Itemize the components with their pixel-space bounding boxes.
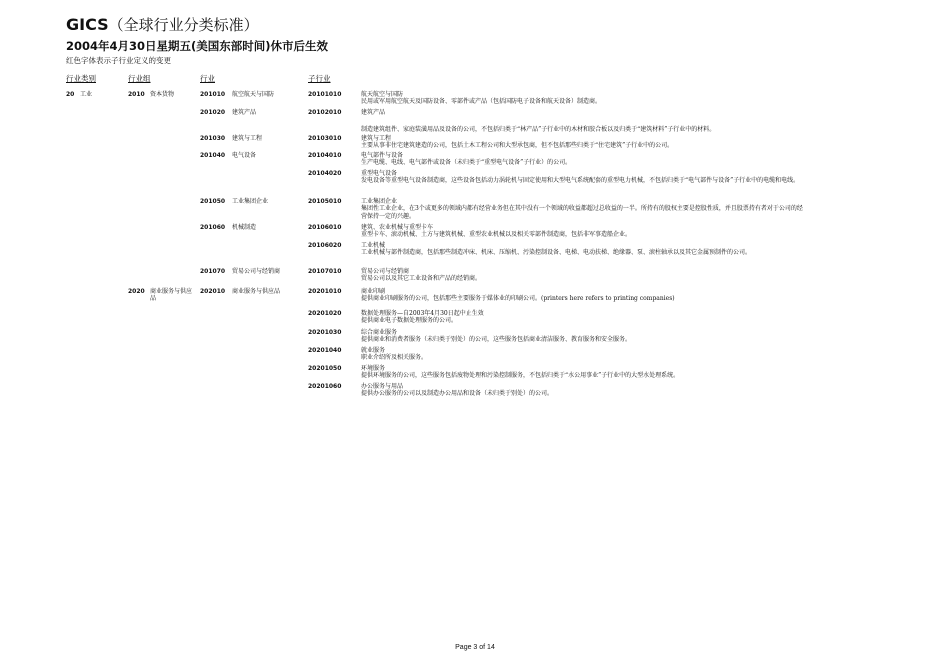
subindustry-code: 20101010 <box>308 91 342 98</box>
header-subindustry: 子行业 <box>308 74 331 83</box>
sector-name: 工业 <box>80 91 93 98</box>
effective-date: 2004年4月30日星期五(美国东部时间)休市后生效 <box>66 39 329 53</box>
subindustry-name: 航天航空与国防 <box>361 91 404 98</box>
industry-code: 201010 <box>200 91 226 98</box>
subindustry-name: 工业机械 <box>361 242 386 249</box>
subindustry-code: 20201040 <box>308 347 342 354</box>
subindustry-cell <box>361 310 807 325</box>
subindustry-code: 20103010 <box>308 135 342 142</box>
subindustry-definition: 提供商业电子数据处理服务的公司。 <box>361 317 458 325</box>
sector-code: 20 <box>66 91 75 98</box>
subindustry-cell <box>361 135 807 150</box>
subindustry-definition: 民用或军用航空航天及国防设备、零部件或产品（包括国防电子设备和航天设备）制造商。 <box>361 98 602 106</box>
subindustry-cell <box>361 224 807 239</box>
subindustry-cell <box>361 109 807 116</box>
industry-code: 201030 <box>200 135 226 142</box>
subindustry-code: 20104020 <box>308 170 342 177</box>
subindustry-cell <box>361 170 807 185</box>
subindustry-code: 20201020 <box>308 310 342 317</box>
subindustry-code: 20201050 <box>308 365 342 372</box>
subindustry-code: 20106020 <box>308 242 342 249</box>
industry-name: 航空航天与国防 <box>232 91 275 98</box>
group-code: 2010 <box>128 91 145 98</box>
header-group: 行业组 <box>128 74 151 83</box>
subindustry-definition: 工业机械与部件制造商，包括那些制造冲床、机床、压缩机、污染控制设备、电梯、电动扶梯、绝缘器、泵、滚柱轴承以及其它金属预制件的公司。 <box>361 249 752 257</box>
group-name: 资本货物 <box>150 91 175 98</box>
subindustry-cell <box>361 152 807 167</box>
subindustry-definition: 贸易公司以及其它工业设备和产品的经销商。 <box>361 275 482 283</box>
subindustry-name: 电气部件与设备 <box>361 152 404 159</box>
header-sector: 行业类别 <box>66 74 96 83</box>
subindustry-definition: 生产电缆、电线、电气部件或设备（未归类于“重型电气设备”子行业）的公司。 <box>361 159 572 167</box>
industry-name: 建筑与工程 <box>232 135 263 142</box>
title-main: GICS <box>66 15 109 34</box>
industry-code: 202010 <box>200 288 226 295</box>
subindustry-definition: 发电设备等重型电气设备制造商，这些设备包括动力涡轮机与固定使用和大型电气系统配套的重型电力机械，不包括归类于“电气部件与设备”子行业中的电缆和电线。 <box>361 177 800 185</box>
subindustry-name: 工业集团企业 <box>361 198 398 205</box>
subindustry-name: 贸易公司与经销商 <box>361 268 410 275</box>
subindustry-name: 就业服务 <box>361 347 386 354</box>
industry-code: 201060 <box>200 224 226 231</box>
page-number: Page 3 of 14 <box>455 644 495 651</box>
subindustry-code: 20201030 <box>308 329 342 336</box>
industry-name: 机械制造 <box>232 224 257 231</box>
industry-name: 贸易公司与经销商 <box>232 268 281 275</box>
industry-code: 201070 <box>200 268 226 275</box>
industry-name: 工业集团企业 <box>232 198 269 205</box>
subindustry-cell <box>361 288 807 303</box>
industry-name: 建筑产品 <box>232 109 257 116</box>
subindustry-name: 商业印刷 <box>361 288 386 295</box>
subindustry-definition: 提供商业和消费者服务（未归类于别处）的公司，这些服务包括商业清洁服务、教育服务和安全服务。 <box>361 336 632 344</box>
subindustry-code: 20102010 <box>308 109 342 116</box>
industry-code: 201020 <box>200 109 226 116</box>
subindustry-code: 20107010 <box>308 268 342 275</box>
subindustry-cell <box>361 198 807 220</box>
title-sub: （全球行业分类标准） <box>108 16 259 34</box>
subindustry-name: 环境服务 <box>361 365 386 372</box>
subindustry-code: 20201060 <box>308 383 342 390</box>
subindustry-code: 20106010 <box>308 224 342 231</box>
industry-name: 电气设备 <box>232 152 257 159</box>
subindustry-cell <box>361 347 807 362</box>
group-name: 商业服务与供应品 <box>150 288 193 303</box>
subindustry-code: 20201010 <box>308 288 342 295</box>
subindustry-definition: 提供环境服务的公司，这些服务包括废物处理和污染控制服务，不包括归类于“水公用事业”子行业中的大型水处理系统。 <box>361 372 680 380</box>
subindustry-cell <box>361 383 807 398</box>
subindustry-code: 20104010 <box>308 152 342 159</box>
subindustry-definition: 提供办公服务的公司以及制造办公用品和设备（未归类于别处）的公司。 <box>361 390 554 398</box>
subindustry-name: 建筑产品 <box>361 109 386 116</box>
subindustry-cell <box>361 268 807 283</box>
note-text: 红色字体表示子行业定义的变更 <box>66 56 171 65</box>
subindustry-name: 综合商业服务 <box>361 329 398 336</box>
subindustry-name: 建筑与工程 <box>361 135 392 142</box>
subindustry-cell <box>361 126 807 133</box>
industry-code: 201040 <box>200 152 226 159</box>
industry-code: 201050 <box>200 198 226 205</box>
subindustry-name: 数据处理服务—自2003年4月30日起中止生效 <box>361 310 484 317</box>
subindustry-name: 建筑、农业机械与重型卡车 <box>361 224 434 231</box>
subindustry-definition: 提供商业印刷服务的公司，包括那些主要服务于媒体业的印刷公司。(printers here refers to printing companies) <box>361 295 675 303</box>
subindustry-definition: 集团性工业企业，在3个或更多的领域内都有经营业务但在其中没有一个领域的收益都超过总收益的一半。所持有的股权主要是控股性质，并且股票持有者对于公司的经营保持一定的兴趣。 <box>361 205 803 220</box>
page-title <box>66 14 259 35</box>
industry-name: 商业服务与供应品 <box>232 288 281 295</box>
subindustry-cell <box>361 91 807 106</box>
subindustry-cell <box>361 329 807 344</box>
subindustry-name: 重型电气设备 <box>361 170 398 177</box>
subindustry-definition: 重型卡车、滚动机械、土方与建筑机械、重型农业机械以及相关零部件制造商，包括非军事造船企业。 <box>361 231 632 239</box>
group-code: 2020 <box>128 288 145 295</box>
subindustry-cell <box>361 242 807 257</box>
header-industry: 行业 <box>200 74 215 83</box>
subindustry-code: 20105010 <box>308 198 342 205</box>
subindustry-definition: 制造建筑组件、家庭装潢用品及设备的公司，不包括归类于“林产品”子行业中的木材和胶合板以及归类于“建筑材料”子行业中的材料。 <box>361 126 716 133</box>
subindustry-definition: 主要从事非住宅建筑建造的公司，包括土木工程公司和大型承包商，但不包括那些归类于“住宅建筑”子行业中的公司。 <box>361 142 674 150</box>
subindustry-name: 办公服务与用品 <box>361 383 404 390</box>
subindustry-definition: 职业介绍所及相关服务。 <box>361 354 428 362</box>
subindustry-cell <box>361 365 807 380</box>
